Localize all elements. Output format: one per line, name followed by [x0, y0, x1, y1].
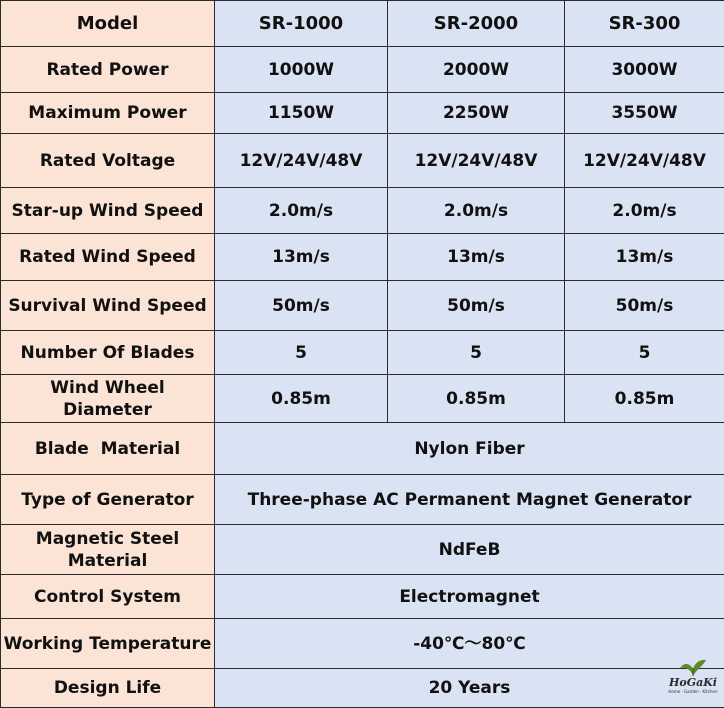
cell-value: 1000W	[215, 47, 388, 93]
cell-value: 12V/24V/48V	[215, 134, 388, 188]
cell-value: 12V/24V/48V	[565, 134, 724, 188]
cell-value: 3550W	[565, 93, 724, 134]
cell-value: 0.85m	[215, 375, 388, 423]
header-label: Model	[1, 1, 215, 47]
cell-value: 2.0m/s	[388, 188, 565, 234]
row-label: Star-up Wind Speed	[1, 188, 215, 234]
row-label: Working Temperature	[1, 619, 215, 669]
cell-value: 2.0m/s	[565, 188, 724, 234]
model-name: SR-300	[565, 1, 724, 47]
cell-value: 50m/s	[565, 281, 724, 331]
row-label-line: Magnetic Steel	[3, 528, 212, 550]
row-working-temperature	[1, 619, 724, 669]
cell-value: 3000W	[565, 47, 724, 93]
logo-text: HoGaKi	[666, 677, 720, 689]
logo-tagline: Home · Garden · Kitchen	[666, 689, 720, 694]
row-wind-wheel-diameter	[1, 375, 724, 423]
cell-value: Nylon Fiber	[215, 423, 724, 475]
row-label: Wind Wheel Diameter	[1, 375, 215, 423]
row-blade-material	[1, 423, 724, 475]
row-generator-type	[1, 475, 724, 525]
cell-value: 0.85m	[565, 375, 724, 423]
leaf-icon	[678, 657, 708, 677]
row-label: Rated Power	[1, 47, 215, 93]
cell-value: 13m/s	[388, 234, 565, 281]
cell-value: 50m/s	[388, 281, 565, 331]
row-label: Rated Wind Speed	[1, 234, 215, 281]
cell-value: Three-phase AC Permanent Magnet Generator	[215, 475, 724, 525]
cell-value: 5	[388, 331, 565, 375]
cell-value: 5	[565, 331, 724, 375]
cell-value: 2250W	[388, 93, 565, 134]
cell-value: 2.0m/s	[215, 188, 388, 234]
cell-value: 5	[215, 331, 388, 375]
cell-value: 20 Years	[215, 669, 724, 708]
cell-value: 13m/s	[565, 234, 724, 281]
cell-value: Electromagnet	[215, 575, 724, 619]
row-rated-power	[1, 47, 724, 93]
row-label: Survival Wind Speed	[1, 281, 215, 331]
brand-logo	[666, 657, 720, 703]
row-label: Maximum Power	[1, 93, 215, 134]
row-rated-wind-speed	[1, 234, 724, 281]
row-control-system	[1, 575, 724, 619]
row-design-life	[1, 669, 724, 708]
cell-value: 12V/24V/48V	[388, 134, 565, 188]
cell-value: 1150W	[215, 93, 388, 134]
row-survival-wind-speed	[1, 281, 724, 331]
cell-value: -40℃～80℃	[215, 619, 724, 669]
cell-value: NdFeB	[215, 525, 724, 575]
row-magnetic-steel	[1, 525, 724, 575]
row-label: Control System	[1, 575, 215, 619]
cell-value: 50m/s	[215, 281, 388, 331]
row-label: Number Of Blades	[1, 331, 215, 375]
row-label: Blade Material	[1, 423, 215, 475]
header-row	[1, 1, 724, 47]
row-number-of-blades	[1, 331, 724, 375]
cell-value: 13m/s	[215, 234, 388, 281]
row-maximum-power	[1, 93, 724, 134]
cell-value: 0.85m	[388, 375, 565, 423]
model-name: SR-2000	[388, 1, 565, 47]
row-startup-wind-speed	[1, 188, 724, 234]
model-name: SR-1000	[215, 1, 388, 47]
row-label: Rated Voltage	[1, 134, 215, 188]
row-label: Type of Generator	[1, 475, 215, 525]
row-label: Design Life	[1, 669, 215, 708]
cell-value: 2000W	[388, 47, 565, 93]
row-rated-voltage	[1, 134, 724, 188]
row-label-line: Material	[3, 550, 212, 572]
row-label	[1, 525, 215, 575]
